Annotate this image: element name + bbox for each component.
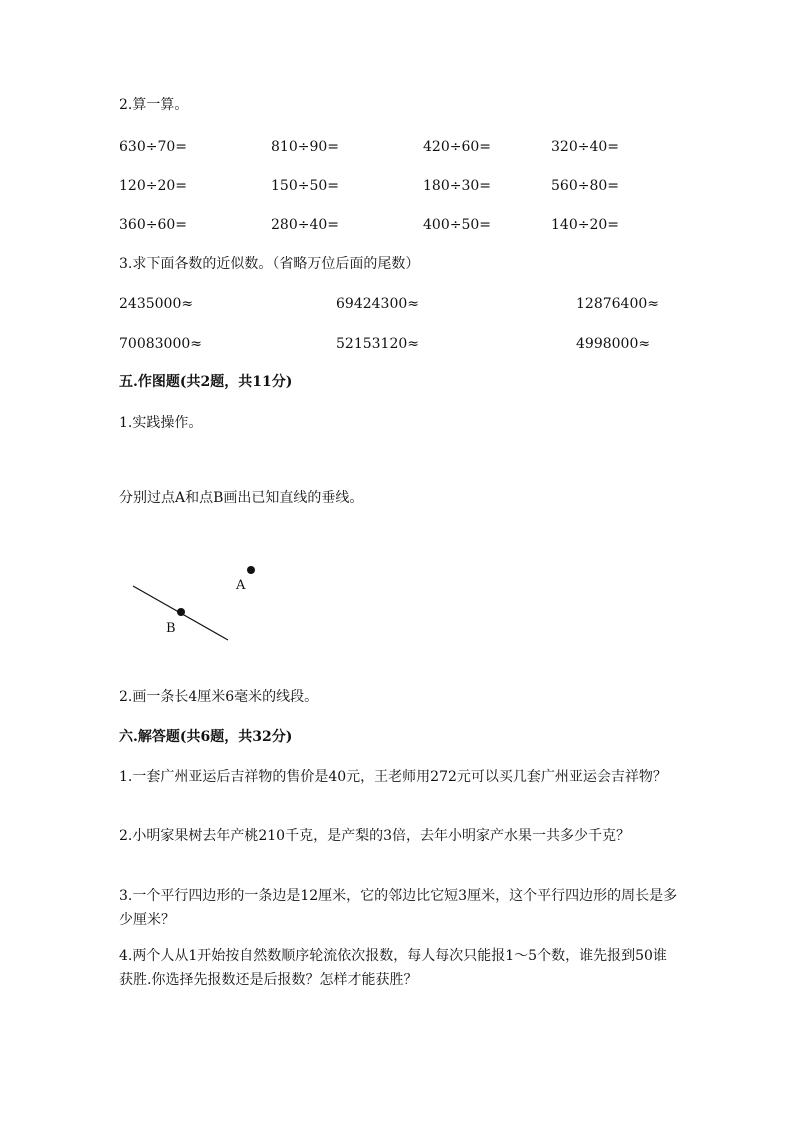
point-b-label: B (166, 621, 176, 636)
division-problem: 150÷50= (271, 178, 339, 194)
division-problem: 360÷60= (119, 217, 187, 233)
division-problem: 140÷20= (551, 217, 619, 233)
division-problem: 810÷90= (271, 139, 339, 155)
approximation-problem: 69424300≈ (336, 296, 419, 312)
instruction-text: 分别过点A和点B画出已知直线的垂线。 (119, 490, 364, 506)
division-problem: 400÷50= (423, 217, 491, 233)
part-5-heading: 五.作图题(共2题，共11分) (119, 374, 293, 390)
point-a-label: A (236, 578, 246, 593)
division-problem: 630÷70= (119, 139, 187, 155)
word-problem: 1.一套广州亚运后吉祥物的售价是40元，王老师用272元可以买几套广州亚运会吉祥物？ (119, 769, 667, 785)
division-problem: 120÷20= (119, 178, 187, 194)
point-b (177, 608, 185, 616)
word-problem: 2.小明家果树去年产桃210千克，是产梨的3倍，去年小明家产水果一共多少千克？ (119, 828, 630, 844)
question-text: 2.画一条长4厘米6毫米的线段。 (119, 689, 319, 705)
approximation-problem: 52153120≈ (336, 336, 419, 352)
division-problem: 560÷80= (551, 178, 619, 194)
division-problem: 320÷40= (551, 139, 619, 155)
approximation-problem: 2435000≈ (119, 296, 194, 312)
question-text: 1.实践操作。 (119, 415, 203, 431)
part-6-heading: 六.解答题(共6题，共32分) (119, 729, 293, 745)
section-2-heading: 2.算一算。 (119, 97, 189, 113)
word-problem: 3.一个平行四边形的一条边是12厘米，它的邻边比它短3厘米，这个平行四边形的周长是多少厘米？ (119, 888, 678, 928)
point-a (247, 566, 255, 574)
approximation-problem: 12876400≈ (576, 296, 659, 312)
approximation-problem: 4998000≈ (576, 336, 651, 352)
section-3-heading: 3.求下面各数的近似数。（省略万位后面的尾数） (119, 256, 420, 272)
division-problem: 180÷30= (423, 178, 491, 194)
word-problem: 4.两个人从1开始按自然数顺序轮流依次报数，每人每次只能报1～5个数，谁先报到50谁获胜.你选择先报数还是后报数？怎样才能获胜？ (119, 948, 667, 988)
division-problem: 280÷40= (271, 217, 339, 233)
division-problem: 420÷60= (423, 139, 491, 155)
approximation-problem: 70083000≈ (119, 336, 202, 352)
